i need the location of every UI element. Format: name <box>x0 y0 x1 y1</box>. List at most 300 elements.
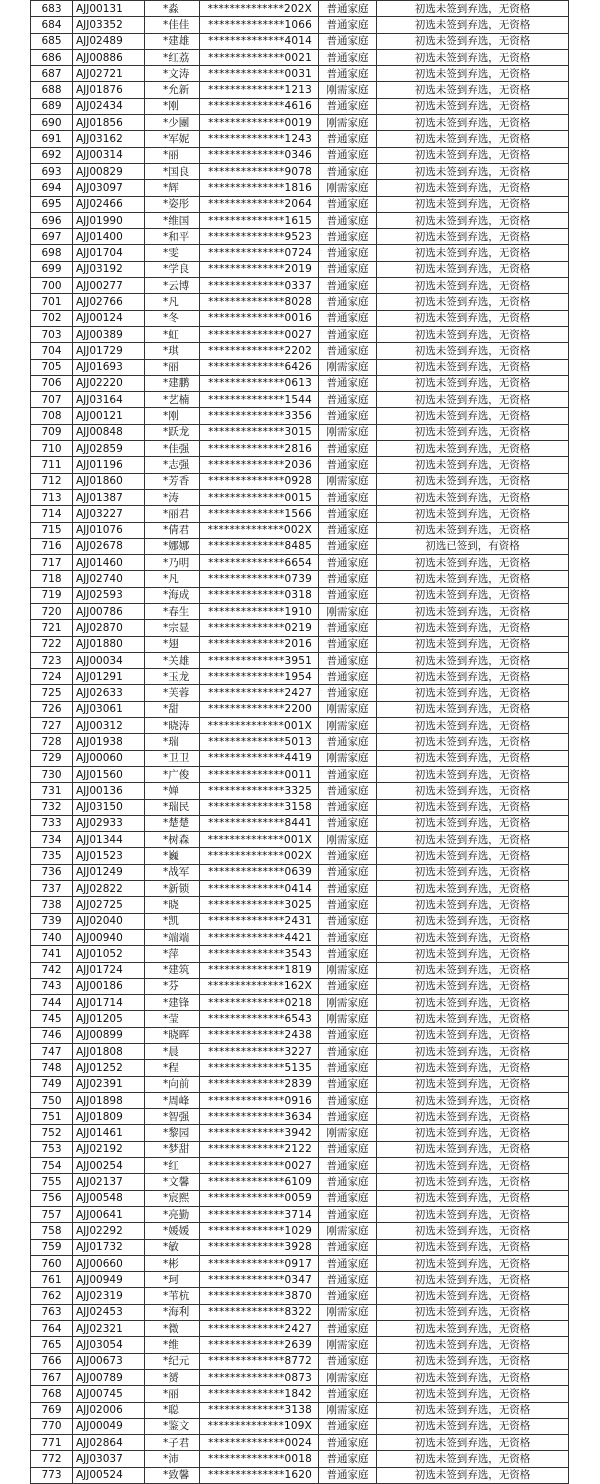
table-row <box>31 1060 569 1076</box>
household-type: 普通家庭 <box>319 555 377 571</box>
table-row <box>31 603 569 619</box>
applicant-name: *智强 <box>145 1109 200 1125</box>
qualification-result: 初选未签到弃选，无资格 <box>377 196 569 212</box>
applicant-name: *战军 <box>145 864 200 880</box>
application-code: AJJ02678 <box>73 538 145 554</box>
qualification-result: 初选未签到弃选，无资格 <box>377 17 569 33</box>
qualification-result: 初选未签到弃选，无资格 <box>377 978 569 994</box>
table-row <box>31 522 569 538</box>
qualification-result: 初选未签到弃选，无资格 <box>377 1109 569 1125</box>
id-number-masked: **************1910 <box>200 603 319 619</box>
household-type: 普通家庭 <box>319 1174 377 1190</box>
applicant-name: *乃明 <box>145 555 200 571</box>
row-number: 737 <box>31 881 73 897</box>
row-number: 732 <box>31 799 73 815</box>
table-row <box>31 1190 569 1206</box>
id-number-masked: **************2202 <box>200 343 319 359</box>
table-row <box>31 1337 569 1353</box>
applicant-name: *聪 <box>145 1402 200 1418</box>
applicant-name: *凡 <box>145 294 200 310</box>
table-row <box>31 1304 569 1320</box>
row-number: 702 <box>31 310 73 326</box>
application-code: AJJ02766 <box>73 294 145 310</box>
qualification-result: 初选未签到弃选，无资格 <box>377 278 569 294</box>
table-row <box>31 1255 569 1271</box>
row-number: 769 <box>31 1402 73 1418</box>
applicant-name: *海利 <box>145 1304 200 1320</box>
row-number: 746 <box>31 1027 73 1043</box>
id-number-masked: **************1029 <box>200 1223 319 1239</box>
household-type: 普通家庭 <box>319 652 377 668</box>
qualification-result: 初选未签到弃选，无资格 <box>377 669 569 685</box>
table-row <box>31 66 569 82</box>
qualification-result: 初选未签到弃选，无资格 <box>377 1402 569 1418</box>
table-row <box>31 995 569 1011</box>
table-row <box>31 1174 569 1190</box>
applicant-name: *冬 <box>145 310 200 326</box>
table-row <box>31 229 569 245</box>
qualification-result: 初选未签到弃选，无资格 <box>377 82 569 98</box>
row-number: 763 <box>31 1304 73 1320</box>
application-code: AJJ03037 <box>73 1451 145 1467</box>
qualification-result: 初选未签到弃选，无资格 <box>377 98 569 114</box>
applicant-name: *海成 <box>145 587 200 603</box>
table-row <box>31 278 569 294</box>
applicant-name: *跃龙 <box>145 424 200 440</box>
qualification-result: 初选未签到弃选，无资格 <box>377 620 569 636</box>
application-code: AJJ01729 <box>73 343 145 359</box>
household-type: 刚需家庭 <box>319 1304 377 1320</box>
qualification-result: 初选未签到弃选，无资格 <box>377 212 569 228</box>
applicant-name: *丽君 <box>145 506 200 522</box>
table-row <box>31 978 569 994</box>
qualification-result: 初选未签到弃选，无资格 <box>377 1288 569 1304</box>
applicant-name: *刚 <box>145 408 200 424</box>
application-code: AJJ01249 <box>73 864 145 880</box>
row-number: 723 <box>31 652 73 668</box>
id-number-masked: **************0347 <box>200 1272 319 1288</box>
household-type: 普通家庭 <box>319 1467 377 1483</box>
applicant-name: *允新 <box>145 82 200 98</box>
application-code: AJJ01990 <box>73 212 145 228</box>
qualification-result: 初选未签到弃选，无资格 <box>377 49 569 65</box>
applicant-name: *文涛 <box>145 66 200 82</box>
table-row <box>31 897 569 913</box>
id-number-masked: **************6426 <box>200 359 319 375</box>
application-code: AJJ00829 <box>73 163 145 179</box>
row-number: 736 <box>31 864 73 880</box>
row-number: 714 <box>31 506 73 522</box>
applicant-name: *建雄 <box>145 33 200 49</box>
row-number: 690 <box>31 115 73 131</box>
row-number: 687 <box>31 66 73 82</box>
application-code: AJJ02321 <box>73 1321 145 1337</box>
application-code: AJJ01387 <box>73 489 145 505</box>
id-number-masked: **************9078 <box>200 163 319 179</box>
id-number-masked: **************2816 <box>200 441 319 457</box>
row-number: 752 <box>31 1125 73 1141</box>
table-row <box>31 1027 569 1043</box>
id-number-masked: **************2438 <box>200 1027 319 1043</box>
id-number-masked: **************8772 <box>200 1353 319 1369</box>
application-code: AJJ00899 <box>73 1027 145 1043</box>
qualification-result: 初选未签到弃选，无资格 <box>377 1435 569 1451</box>
household-type: 普通家庭 <box>319 1 377 17</box>
applicant-name: *建锋 <box>145 995 200 1011</box>
applicant-name: *佳佳 <box>145 17 200 33</box>
table-row <box>31 815 569 831</box>
table-row <box>31 734 569 750</box>
id-number-masked: **************4014 <box>200 33 319 49</box>
table-row <box>31 1353 569 1369</box>
applicant-name: *芬 <box>145 978 200 994</box>
row-number: 743 <box>31 978 73 994</box>
registration-table <box>30 0 569 1484</box>
applicant-name: *艺楠 <box>145 392 200 408</box>
id-number-masked: **************2019 <box>200 261 319 277</box>
application-code: AJJ01052 <box>73 946 145 962</box>
household-type: 刚需家庭 <box>319 832 377 848</box>
row-number: 729 <box>31 750 73 766</box>
household-type: 普通家庭 <box>319 196 377 212</box>
applicant-name: *端端 <box>145 929 200 945</box>
application-code: AJJ02292 <box>73 1223 145 1239</box>
qualification-result: 初选未签到弃选，无资格 <box>377 1272 569 1288</box>
application-code: AJJ02192 <box>73 1141 145 1157</box>
qualification-result: 初选未签到弃选，无资格 <box>377 441 569 457</box>
household-type: 普通家庭 <box>319 1288 377 1304</box>
household-type: 普通家庭 <box>319 229 377 245</box>
table-row <box>31 408 569 424</box>
qualification-result: 初选未签到弃选，无资格 <box>377 473 569 489</box>
household-type: 刚需家庭 <box>319 1011 377 1027</box>
id-number-masked: **************0031 <box>200 66 319 82</box>
applicant-name: *婵 <box>145 783 200 799</box>
application-code: AJJ01400 <box>73 229 145 245</box>
applicant-name: *甜 <box>145 701 200 717</box>
table-row <box>31 701 569 717</box>
row-number: 733 <box>31 815 73 831</box>
household-type: 普通家庭 <box>319 1076 377 1092</box>
row-number: 725 <box>31 685 73 701</box>
qualification-result: 初选未签到弃选，无资格 <box>377 946 569 962</box>
application-code: AJJ03164 <box>73 392 145 408</box>
qualification-result: 初选未签到弃选，无资格 <box>377 881 569 897</box>
qualification-result: 初选未签到弃选，无资格 <box>377 1353 569 1369</box>
household-type: 普通家庭 <box>319 131 377 147</box>
application-code: AJJ01196 <box>73 457 145 473</box>
id-number-masked: **************1819 <box>200 962 319 978</box>
id-number-masked: **************4419 <box>200 750 319 766</box>
applicant-name: *娜娜 <box>145 538 200 554</box>
row-number: 708 <box>31 408 73 424</box>
id-number-masked: **************2036 <box>200 457 319 473</box>
table-row <box>31 946 569 962</box>
applicant-name: *纪元 <box>145 1353 200 1369</box>
application-code: AJJ00314 <box>73 147 145 163</box>
applicant-name: *玉龙 <box>145 669 200 685</box>
table-row <box>31 163 569 179</box>
id-number-masked: **************0027 <box>200 326 319 342</box>
qualification-result: 初选未签到弃选，无资格 <box>377 555 569 571</box>
row-number: 693 <box>31 163 73 179</box>
table-row <box>31 864 569 880</box>
table-row <box>31 506 569 522</box>
applicant-name: *国良 <box>145 163 200 179</box>
table-row <box>31 620 569 636</box>
applicant-name: *莹 <box>145 1011 200 1027</box>
row-number: 712 <box>31 473 73 489</box>
qualification-result: 初选未签到弃选，无资格 <box>377 326 569 342</box>
row-number: 740 <box>31 929 73 945</box>
qualification-result: 初选未签到弃选，无资格 <box>377 685 569 701</box>
application-code: AJJ02453 <box>73 1304 145 1320</box>
qualification-result: 初选未签到弃选，无资格 <box>377 1 569 17</box>
applicant-name: *芙蓉 <box>145 685 200 701</box>
application-code: AJJ02466 <box>73 196 145 212</box>
row-number: 716 <box>31 538 73 554</box>
application-code: AJJ00745 <box>73 1386 145 1402</box>
household-type: 普通家庭 <box>319 294 377 310</box>
household-type: 刚需家庭 <box>319 701 377 717</box>
table-row <box>31 49 569 65</box>
household-type: 普通家庭 <box>319 1190 377 1206</box>
application-code: AJJ02319 <box>73 1288 145 1304</box>
table-row <box>31 848 569 864</box>
row-number: 711 <box>31 457 73 473</box>
qualification-result: 初选未签到弃选，无资格 <box>377 1369 569 1385</box>
application-code: AJJ02040 <box>73 913 145 929</box>
household-type: 普通家庭 <box>319 1321 377 1337</box>
applicant-name: *维国 <box>145 212 200 228</box>
id-number-masked: **************8322 <box>200 1304 319 1320</box>
application-code: AJJ00673 <box>73 1353 145 1369</box>
applicant-name: *淼 <box>145 1 200 17</box>
qualification-result: 初选未签到弃选，无资格 <box>377 636 569 652</box>
household-type: 普通家庭 <box>319 913 377 929</box>
row-number: 755 <box>31 1174 73 1190</box>
table-row <box>31 587 569 603</box>
row-number: 739 <box>31 913 73 929</box>
household-type: 刚需家庭 <box>319 1369 377 1385</box>
row-number: 697 <box>31 229 73 245</box>
table-row <box>31 261 569 277</box>
household-type: 普通家庭 <box>319 636 377 652</box>
applicant-name: *凡 <box>145 571 200 587</box>
qualification-result: 初选未签到弃选，无资格 <box>377 815 569 831</box>
id-number-masked: **************0018 <box>200 1451 319 1467</box>
qualification-result: 初选未签到弃选，无资格 <box>377 1092 569 1108</box>
table-row <box>31 1092 569 1108</box>
id-number-masked: **************0613 <box>200 375 319 391</box>
application-code: AJJ01856 <box>73 115 145 131</box>
applicant-name: *赟 <box>145 1369 200 1385</box>
table-row <box>31 1109 569 1125</box>
application-code: AJJ01560 <box>73 766 145 782</box>
table-row <box>31 245 569 261</box>
table-row <box>31 929 569 945</box>
application-code: AJJ03162 <box>73 131 145 147</box>
row-number: 704 <box>31 343 73 359</box>
row-number: 772 <box>31 1451 73 1467</box>
application-code: AJJ00312 <box>73 718 145 734</box>
id-number-masked: **************3942 <box>200 1125 319 1141</box>
qualification-result: 初选未签到弃选，无资格 <box>377 229 569 245</box>
applicant-name: *虹 <box>145 326 200 342</box>
qualification-result: 初选未签到弃选，无资格 <box>377 522 569 538</box>
household-type: 普通家庭 <box>319 783 377 799</box>
qualification-result: 初选未签到弃选，无资格 <box>377 163 569 179</box>
household-type: 普通家庭 <box>319 766 377 782</box>
id-number-masked: **************8485 <box>200 538 319 554</box>
row-number: 773 <box>31 1467 73 1483</box>
household-type: 普通家庭 <box>319 864 377 880</box>
applicant-name: *倩君 <box>145 522 200 538</box>
application-code: AJJ00034 <box>73 652 145 668</box>
household-type: 刚需家庭 <box>319 750 377 766</box>
household-type: 普通家庭 <box>319 1451 377 1467</box>
qualification-result: 初选未签到弃选，无资格 <box>377 147 569 163</box>
id-number-masked: **************202X <box>200 1 319 17</box>
row-number: 747 <box>31 1044 73 1060</box>
qualification-result: 初选未签到弃选，无资格 <box>377 832 569 848</box>
id-number-masked: **************0019 <box>200 115 319 131</box>
applicant-name: *春生 <box>145 603 200 619</box>
qualification-result: 初选未签到弃选，无资格 <box>377 489 569 505</box>
qualification-result: 初选未签到弃选，无资格 <box>377 929 569 945</box>
table-row <box>31 441 569 457</box>
applicant-name: *志强 <box>145 457 200 473</box>
applicant-name: *文馨 <box>145 1174 200 1190</box>
applicant-name: *卫卫 <box>145 750 200 766</box>
household-type: 普通家庭 <box>319 946 377 962</box>
row-number: 710 <box>31 441 73 457</box>
table-row <box>31 881 569 897</box>
applicant-name: *凯 <box>145 913 200 929</box>
id-number-masked: **************1243 <box>200 131 319 147</box>
applicant-name: *晓涛 <box>145 718 200 734</box>
household-type: 普通家庭 <box>319 669 377 685</box>
applicant-name: *黎园 <box>145 1125 200 1141</box>
row-number: 741 <box>31 946 73 962</box>
table-row <box>31 17 569 33</box>
application-code: AJJ00524 <box>73 1467 145 1483</box>
qualification-result: 初选未签到弃选，无资格 <box>377 1467 569 1483</box>
id-number-masked: **************8441 <box>200 815 319 831</box>
row-number: 717 <box>31 555 73 571</box>
application-code: AJJ01808 <box>73 1044 145 1060</box>
qualification-result: 初选未签到弃选，无资格 <box>377 33 569 49</box>
household-type: 刚需家庭 <box>319 1402 377 1418</box>
qualification-result: 初选未签到弃选，无资格 <box>377 424 569 440</box>
applicant-name: *苇杭 <box>145 1288 200 1304</box>
row-number: 742 <box>31 962 73 978</box>
table-row <box>31 1158 569 1174</box>
household-type: 刚需家庭 <box>319 473 377 489</box>
application-code: AJJ00277 <box>73 278 145 294</box>
row-number: 695 <box>31 196 73 212</box>
application-code: AJJ02391 <box>73 1076 145 1092</box>
application-code: AJJ00886 <box>73 49 145 65</box>
application-code: AJJ01809 <box>73 1109 145 1125</box>
table-row <box>31 1467 569 1483</box>
table-row <box>31 343 569 359</box>
row-number: 686 <box>31 49 73 65</box>
qualification-result: 初选未签到弃选，无资格 <box>377 343 569 359</box>
qualification-result: 初选未签到弃选，无资格 <box>377 1223 569 1239</box>
row-number: 768 <box>31 1386 73 1402</box>
household-type: 普通家庭 <box>319 1435 377 1451</box>
household-type: 普通家庭 <box>319 163 377 179</box>
row-number: 761 <box>31 1272 73 1288</box>
applicant-name: *致馨 <box>145 1467 200 1483</box>
qualification-result: 初选未签到弃选，无资格 <box>377 392 569 408</box>
id-number-masked: **************1066 <box>200 17 319 33</box>
qualification-result: 初选未签到弃选，无资格 <box>377 180 569 196</box>
applicant-name: *丽 <box>145 359 200 375</box>
household-type: 刚需家庭 <box>319 1125 377 1141</box>
applicant-name: *关雄 <box>145 652 200 668</box>
application-code: AJJ02006 <box>73 1402 145 1418</box>
applicant-name: *广俊 <box>145 766 200 782</box>
table-row <box>31 555 569 571</box>
qualification-result: 初选未签到弃选，无资格 <box>377 1451 569 1467</box>
row-number: 757 <box>31 1206 73 1222</box>
household-type: 普通家庭 <box>319 1141 377 1157</box>
applicant-name: *程 <box>145 1060 200 1076</box>
applicant-name: *建鹏 <box>145 375 200 391</box>
qualification-result: 初选未签到弃选，无资格 <box>377 995 569 1011</box>
table-row <box>31 766 569 782</box>
table-row <box>31 1125 569 1141</box>
id-number-masked: **************3714 <box>200 1206 319 1222</box>
row-number: 770 <box>31 1418 73 1434</box>
table-row <box>31 685 569 701</box>
household-type: 普通家庭 <box>319 441 377 457</box>
id-number-masked: **************1954 <box>200 669 319 685</box>
table-row <box>31 294 569 310</box>
registration-table-sheet <box>30 0 568 1484</box>
qualification-result: 初选未签到弃选，无资格 <box>377 603 569 619</box>
applicant-name: *丽 <box>145 147 200 163</box>
id-number-masked: **************2431 <box>200 913 319 929</box>
applicant-name: *丽 <box>145 1386 200 1402</box>
qualification-result: 初选未签到弃选，无资格 <box>377 1304 569 1320</box>
application-code: AJJ03227 <box>73 506 145 522</box>
qualification-result: 初选未签到弃选，无资格 <box>377 864 569 880</box>
household-type: 普通家庭 <box>319 147 377 163</box>
table-row <box>31 424 569 440</box>
id-number-masked: **************0059 <box>200 1190 319 1206</box>
row-number: 699 <box>31 261 73 277</box>
application-code: AJJ02740 <box>73 571 145 587</box>
household-type: 普通家庭 <box>319 1109 377 1125</box>
row-number: 766 <box>31 1353 73 1369</box>
household-type: 普通家庭 <box>319 506 377 522</box>
id-number-masked: **************162X <box>200 978 319 994</box>
qualification-result: 初选未签到弃选，无资格 <box>377 375 569 391</box>
applicant-name: *和平 <box>145 229 200 245</box>
qualification-result: 初选未签到弃选，无资格 <box>377 652 569 668</box>
application-code: AJJ01291 <box>73 669 145 685</box>
id-number-masked: **************9523 <box>200 229 319 245</box>
household-type: 普通家庭 <box>319 408 377 424</box>
applicant-name: *云博 <box>145 278 200 294</box>
id-number-masked: **************0021 <box>200 49 319 65</box>
table-row <box>31 489 569 505</box>
id-number-masked: **************2064 <box>200 196 319 212</box>
table-row <box>31 310 569 326</box>
